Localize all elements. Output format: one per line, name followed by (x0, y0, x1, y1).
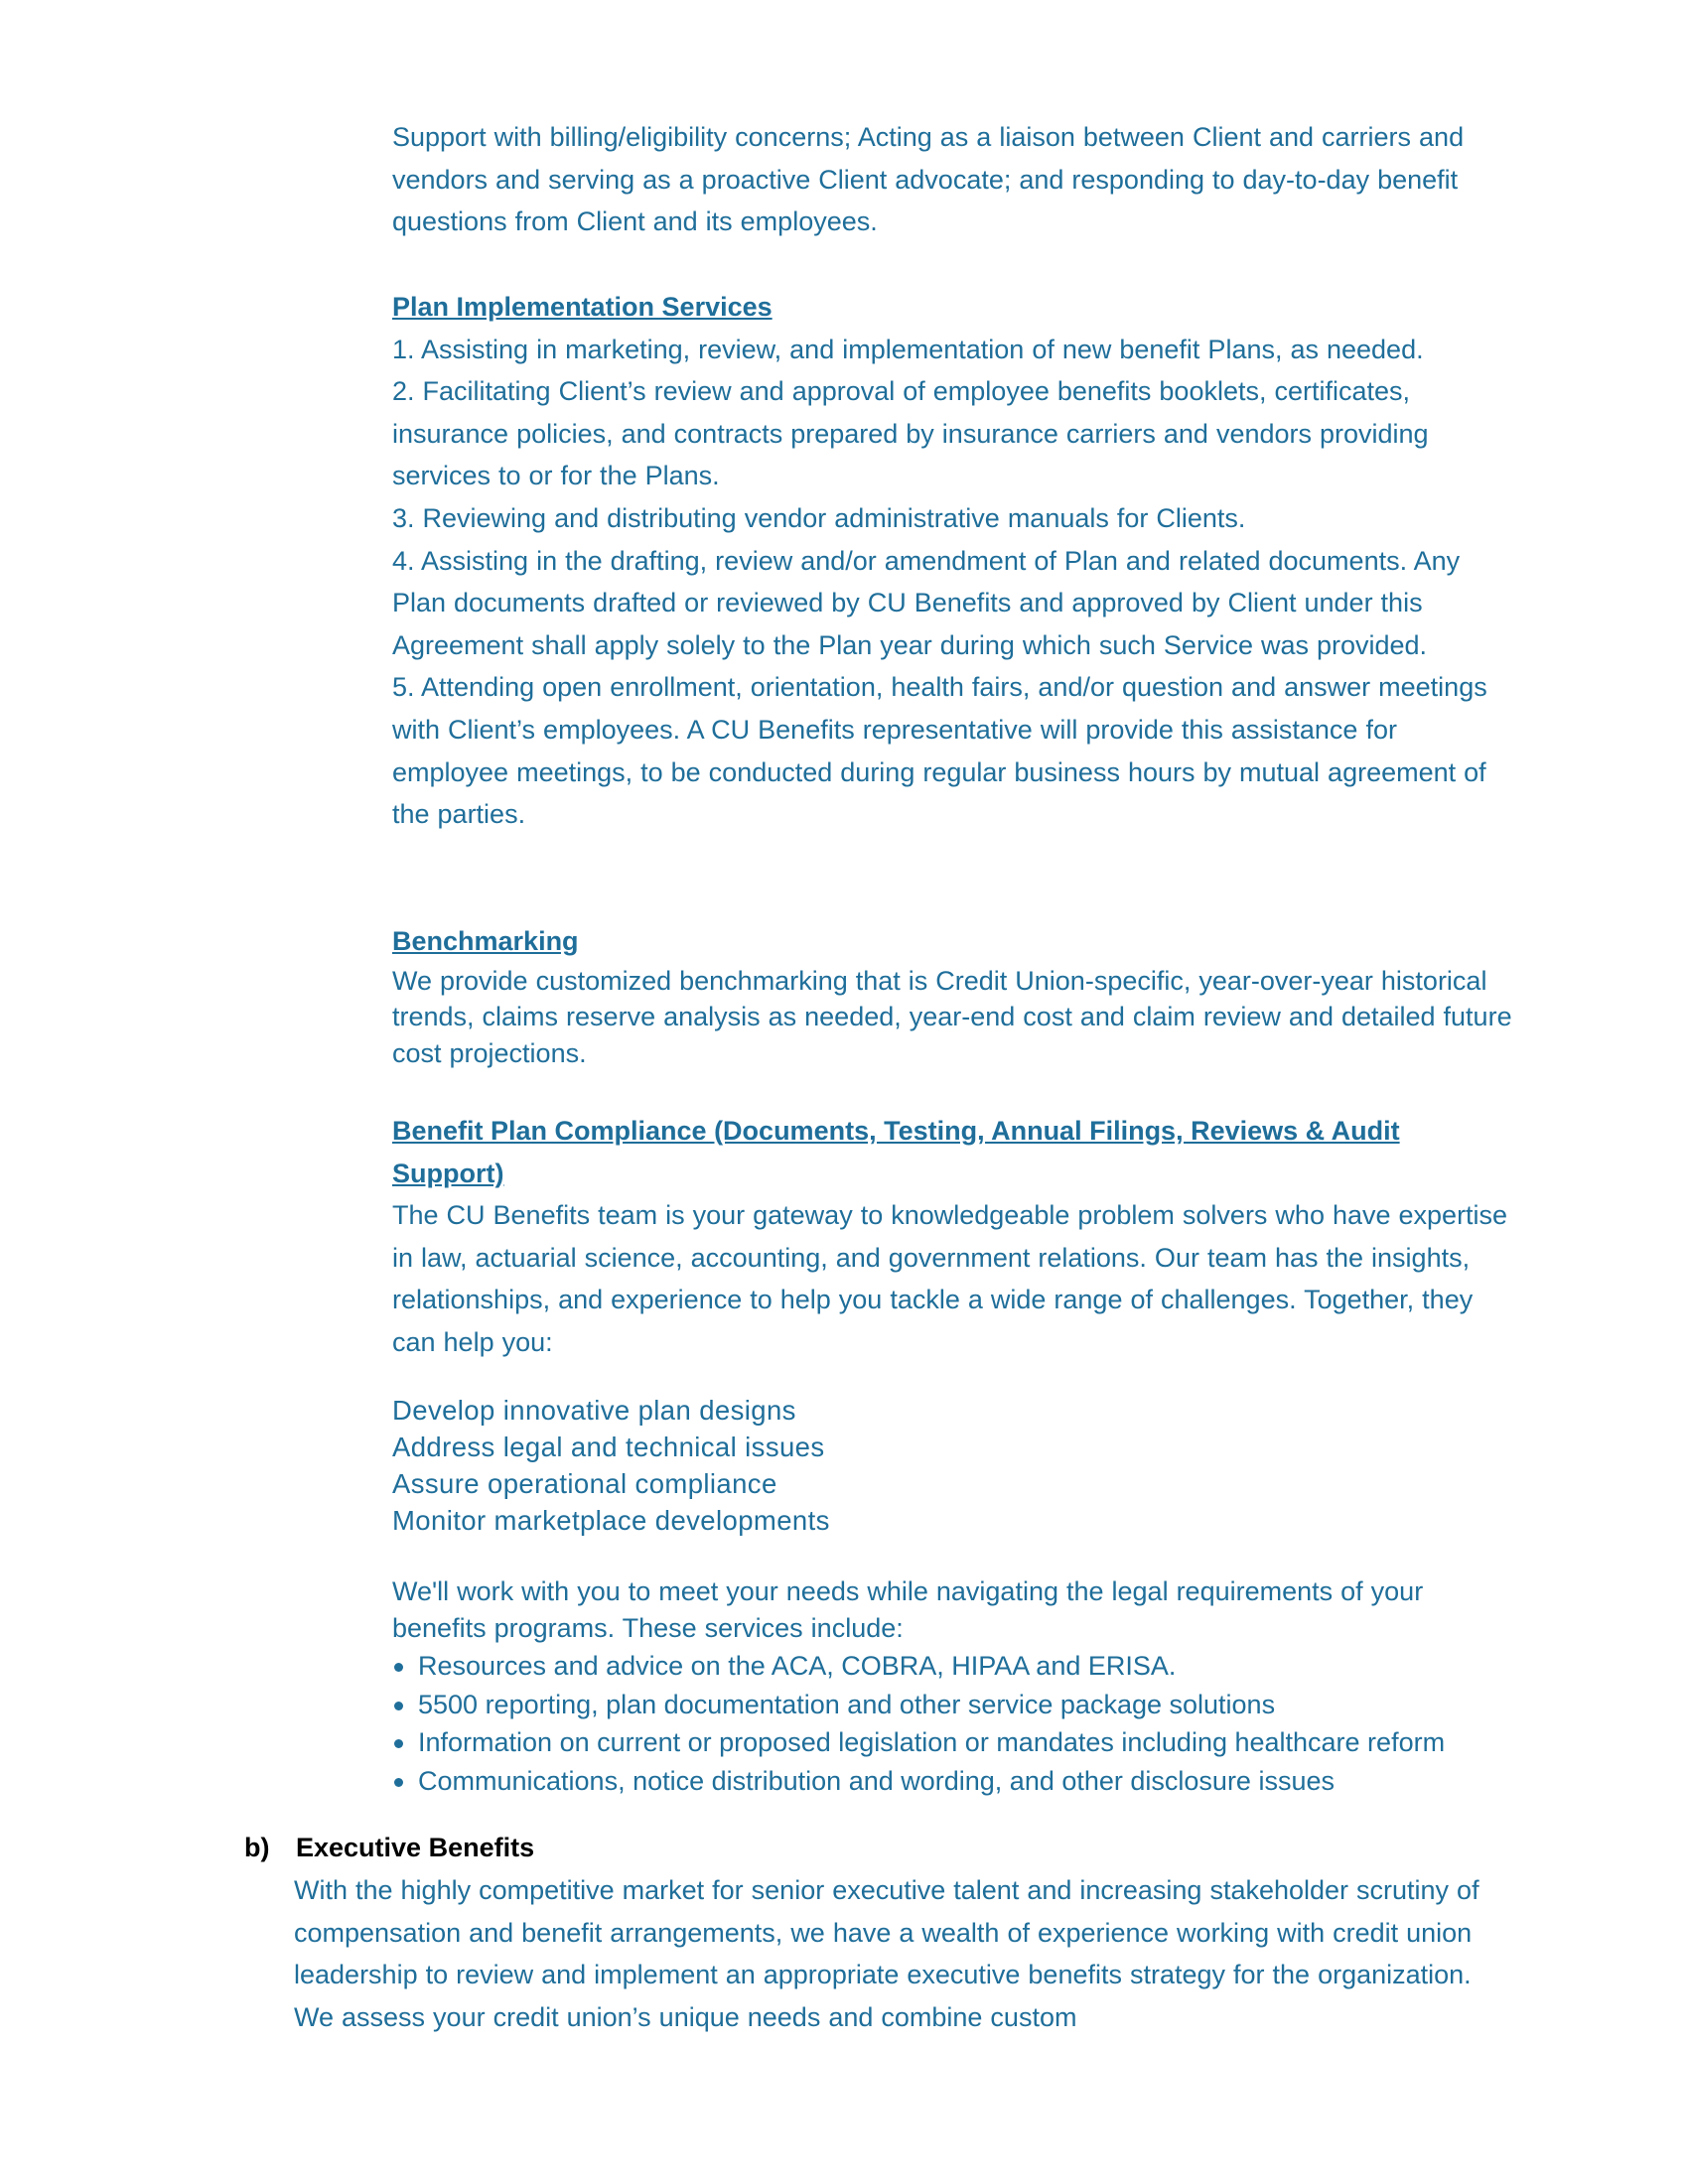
plan-item-1: 1. Assisting in marketing, review, and implementation of new benefit Plans, as needed. (392, 334, 1424, 364)
executive-paragraph: With the highly competitive market for senior executive talent and increasing stakeholder scrutiny of compensation and benefit arrangements, we have a wealth of experience working with credit union leadership to review and implement an appropriate executive benefits strategy for the organization. We assess your credit union’s unique needs and combine custom (294, 1875, 1479, 2032)
plan-implementation-heading: Plan Implementation Services (392, 292, 773, 322)
services-section (392, 1573, 1514, 1800)
compliance-paragraph: The CU Benefits team is your gateway to knowledgeable problem solvers who have expertise in law, actuarial science, accounting, and government relations. Our team has the insights, relationships, and experience to help you tackle a wide range of challenges. Together, they can help you: (392, 1200, 1508, 1357)
intro-section (392, 116, 1514, 243)
plan-item-5: 5. Attending open enrollment, orientation, health fairs, and/or question and answer meetings with Client’s employees. A CU Benefits representative will provide this assistance for employee meetings, to be conducted during regular business hours by mutual agreement of the parties. (392, 672, 1487, 830)
executive-section (294, 1869, 1515, 2038)
plan-item-3: 3. Reviewing and distributing vendor administrative manuals for Clients. (392, 502, 1246, 533)
services-intro: We'll work with you to meet your needs while navigating the legal requirements of your benefits programs. These services include: (392, 1576, 1424, 1643)
benchmarking-section (392, 920, 1514, 1071)
compliance-heading: Benefit Plan Compliance (Documents, Testing, Annual Filings, Reviews & Audit Support) (392, 1116, 1400, 1188)
intro-paragraph: Support with billing/eligibility concerns; Acting as a liaison between Client and carriers and vendors and serving as a proactive Client advocate; and responding to day-to-day benefit questions from Client and its employees. (392, 122, 1465, 237)
services-list (392, 1647, 1514, 1800)
executive-header (244, 1827, 1515, 1869)
help-list-section (392, 1392, 1514, 1539)
service-item: Communications, notice distribution and wording, and other disclosure issues (392, 1762, 1514, 1801)
service-item: Information on current or proposed legislation or mandates including healthcare reform (392, 1723, 1514, 1762)
help-item: Assure operational compliance (392, 1468, 777, 1499)
help-item: Monitor marketplace developments (392, 1505, 830, 1536)
service-item: Resources and advice on the ACA, COBRA, HIPAA and ERISA. (392, 1647, 1514, 1686)
section-label: b) (244, 1833, 270, 1862)
help-item: Develop innovative plan designs (392, 1395, 796, 1426)
help-item: Address legal and technical issues (392, 1432, 825, 1462)
benchmarking-paragraph: We provide customized benchmarking that is Credit Union-specific, year-over-year historical trends, claims reserve analysis as needed, year-end cost and claim review and detailed future cost projections. (392, 965, 1512, 1068)
plan-item-4: 4. Assisting in the drafting, review and/or amendment of Plan and related documents. Any Plan documents drafted or reviewed by CU Benefits and approved by Client under this Agreement shall apply solely to the Plan year during which such Service was provided. (392, 545, 1461, 660)
help-list (392, 1392, 1514, 1539)
plan-item-2: 2. Facilitating Client’s review and approval of employee benefits booklets, certificates, insurance policies, and contracts prepared by insurance carriers and vendors providing services to or for the Plans. (392, 376, 1429, 491)
service-item: 5500 reporting, plan documentation and other service package solutions (392, 1686, 1514, 1724)
compliance-section (392, 1110, 1514, 1364)
executive-heading: Executive Benefits (296, 1833, 535, 1862)
benchmarking-heading: Benchmarking (392, 926, 579, 956)
plan-implementation-section (392, 286, 1514, 836)
